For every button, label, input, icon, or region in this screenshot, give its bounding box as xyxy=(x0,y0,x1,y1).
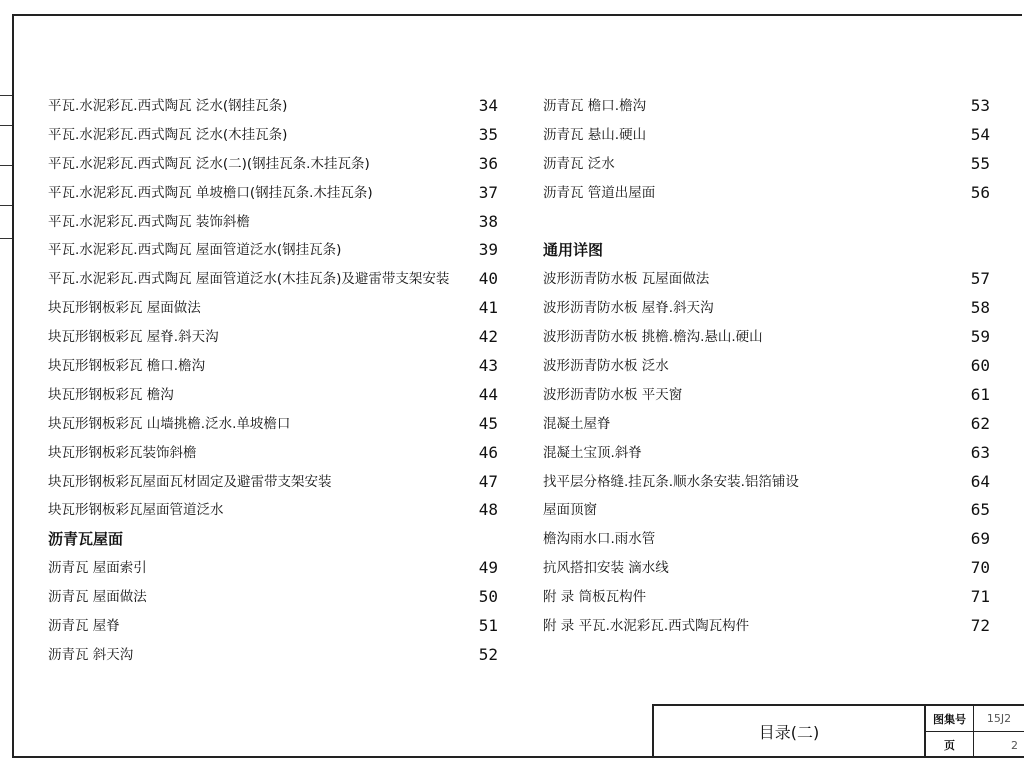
binding-margin-line xyxy=(0,95,12,96)
toc-entry xyxy=(543,381,990,410)
binding-margin-line xyxy=(0,165,12,166)
atlas-number-label: 图集号 xyxy=(926,706,974,732)
toc-entry-page: 37 xyxy=(478,182,498,202)
toc-entry-title: 块瓦形钢板彩瓦 檐口.檐沟 xyxy=(48,358,206,375)
toc-entry xyxy=(543,468,990,497)
toc-entry-title: 混凝土屋脊 xyxy=(543,415,611,432)
toc-entry xyxy=(48,641,498,670)
toc-entry-title: 沥青瓦 屋脊 xyxy=(48,618,120,635)
title-block-title: 目录(二) xyxy=(654,706,926,756)
toc-entry-page: 35 xyxy=(478,124,498,144)
toc-entry-page: 51 xyxy=(478,616,498,636)
toc-entry-page: 46 xyxy=(478,442,498,462)
toc-section-heading xyxy=(48,525,498,554)
page-number-value: 2 xyxy=(1011,738,1018,752)
toc-entry-title: 块瓦形钢板彩瓦 屋面做法 xyxy=(48,300,201,317)
toc-entry-title: 混凝土宝顶.斜脊 xyxy=(543,444,642,461)
toc-entry-page: 60 xyxy=(970,356,990,376)
toc-entry xyxy=(48,265,498,294)
atlas-number-value: 15J2 xyxy=(974,706,1024,732)
toc-entry xyxy=(543,121,990,150)
toc-entry-page: 70 xyxy=(970,558,990,578)
toc-entry-title: 块瓦形钢板彩瓦 山墙挑檐.泛水.单坡檐口 xyxy=(48,415,291,432)
toc-entry xyxy=(48,179,498,208)
toc-entry-page: 63 xyxy=(970,442,990,462)
binding-margin-line xyxy=(0,125,12,126)
toc-entry-title: 沥青瓦 屋面索引 xyxy=(48,560,147,577)
toc-entry xyxy=(48,150,498,179)
toc-entry xyxy=(543,208,990,237)
toc-entry xyxy=(543,352,990,381)
toc-entry-page: 56 xyxy=(970,182,990,202)
toc-entry xyxy=(48,236,498,265)
toc-entry-page: 40 xyxy=(478,269,498,289)
toc-entry-page: 54 xyxy=(970,124,990,144)
toc-entry-page: 64 xyxy=(970,471,990,491)
toc-entry-title: 屋面顶窗 xyxy=(543,502,597,519)
toc-entry-title: 沥青瓦 檐口.檐沟 xyxy=(543,98,647,114)
toc-entry xyxy=(543,265,990,294)
toc-entry xyxy=(543,439,990,468)
toc-entry-title: 檐沟雨水口.雨水管 xyxy=(543,531,656,548)
toc-entry xyxy=(543,525,990,554)
toc-entry xyxy=(543,583,990,612)
toc-entry-page: 36 xyxy=(478,153,498,173)
toc-entry-title: 找平层分格缝.挂瓦条.顺水条安装.铝箔铺设 xyxy=(543,473,799,490)
toc-entry-page: 44 xyxy=(478,384,498,404)
toc-entry xyxy=(48,439,498,468)
toc-entry-title: 沥青瓦 斜天沟 xyxy=(48,646,134,663)
toc-entry xyxy=(48,208,498,237)
toc-entry-page: 55 xyxy=(970,153,990,173)
toc-entry-title: 波形沥青防水板 屋脊.斜天沟 xyxy=(543,300,714,317)
toc-entry-page: 47 xyxy=(478,471,498,491)
toc-entry xyxy=(543,323,990,352)
toc-entry-page: 61 xyxy=(970,384,990,404)
toc-entry-title: 块瓦形钢板彩瓦 檐沟 xyxy=(48,386,174,403)
toc-entry xyxy=(48,496,498,525)
toc-entry-title: 平瓦.水泥彩瓦.西式陶瓦 屋面管道泛水(钢挂瓦条) xyxy=(48,242,342,259)
toc-entry-title: 平瓦.水泥彩瓦.西式陶瓦 单坡檐口(钢挂瓦条.木挂瓦条) xyxy=(48,184,373,201)
toc-entry-page: 45 xyxy=(478,413,498,433)
toc-entry-title: 沥青瓦屋面 xyxy=(48,530,124,549)
toc-entry-title: 块瓦形钢板彩瓦屋面瓦材固定及避雷带支架安装 xyxy=(48,473,332,490)
toc-entry xyxy=(543,410,990,439)
toc-entry-title: 块瓦形钢板彩瓦 屋脊.斜天沟 xyxy=(48,329,219,346)
toc-entry-page: 53 xyxy=(970,96,990,115)
frame-top-border xyxy=(12,14,1022,16)
toc-entry-page: 65 xyxy=(970,500,990,520)
toc-entry-title: 平瓦.水泥彩瓦.西式陶瓦 泛水(二)(钢挂瓦条.木挂瓦条) xyxy=(48,155,370,172)
toc-entry-page: 59 xyxy=(970,327,990,347)
toc-entry xyxy=(48,612,498,641)
toc-entry-title: 沥青瓦 屋面做法 xyxy=(48,589,147,606)
page-label: 页 xyxy=(926,732,974,758)
toc-entry-title: 附 录 筒板瓦构件 xyxy=(543,589,647,606)
toc-entry xyxy=(48,294,498,323)
toc-entry-page: 69 xyxy=(970,529,990,549)
toc-entry-page: 48 xyxy=(478,500,498,520)
toc-entry xyxy=(543,150,990,179)
toc-entry-title: 平瓦.水泥彩瓦.西式陶瓦 屋面管道泛水(木挂瓦条)及避雷带支架安装 xyxy=(48,271,450,288)
toc-entry-title: 平瓦.水泥彩瓦.西式陶瓦 泛水(木挂瓦条) xyxy=(48,126,288,143)
toc-entry-page: 34 xyxy=(478,96,498,115)
toc-entry xyxy=(543,554,990,583)
toc-entry xyxy=(48,554,498,583)
toc-entry-title: 沥青瓦 泛水 xyxy=(543,155,615,172)
toc-entry-page: 71 xyxy=(970,587,990,607)
toc-left-column xyxy=(48,92,498,670)
toc-entry-title: 块瓦形钢板彩瓦装饰斜檐 xyxy=(48,444,197,461)
binding-margin-line xyxy=(0,205,12,206)
toc-entry-page: 42 xyxy=(478,327,498,347)
title-block xyxy=(652,704,1024,758)
toc-entry-page: 50 xyxy=(478,587,498,607)
toc-entry-title: 抗风搭扣安装 滴水线 xyxy=(543,560,669,577)
toc-entry xyxy=(543,294,990,323)
toc-entry-page: 58 xyxy=(970,298,990,318)
toc-section-heading xyxy=(543,236,990,265)
toc-entry xyxy=(48,410,498,439)
toc-entry xyxy=(543,496,990,525)
toc-entry xyxy=(48,468,498,497)
toc-entry xyxy=(543,612,990,641)
toc-entry xyxy=(48,323,498,352)
toc-right-column xyxy=(543,92,990,641)
toc-entry xyxy=(543,92,990,121)
toc-entry xyxy=(48,381,498,410)
toc-entry-page: 39 xyxy=(478,240,498,260)
toc-entry-title: 通用详图 xyxy=(543,241,604,260)
toc-entry-page: 72 xyxy=(970,616,990,636)
toc-entry-page: 38 xyxy=(478,211,498,231)
toc-entry-title: 波形沥青防水板 平天窗 xyxy=(543,386,683,403)
toc-entry-title: 沥青瓦 悬山.硬山 xyxy=(543,126,647,143)
toc-entry xyxy=(48,583,498,612)
binding-margin-line xyxy=(0,238,12,239)
toc-entry-page: 43 xyxy=(478,356,498,376)
toc-entry xyxy=(48,121,498,150)
toc-entry-title: 附 录 平瓦.水泥彩瓦.西式陶瓦构件 xyxy=(543,618,750,635)
toc-entry-page: 41 xyxy=(478,298,498,318)
toc-entry-page: 57 xyxy=(970,269,990,289)
toc-entry-title: 块瓦形钢板彩瓦屋面管道泛水 xyxy=(48,502,224,519)
toc-entry-page: 52 xyxy=(478,644,498,664)
toc-entry-page: 62 xyxy=(970,413,990,433)
toc-entry-title: 平瓦.水泥彩瓦.西式陶瓦 泛水(钢挂瓦条) xyxy=(48,98,288,114)
toc-entry xyxy=(48,92,498,121)
toc-entry xyxy=(48,352,498,381)
frame-left-border xyxy=(12,14,14,758)
toc-entry-title: 波形沥青防水板 瓦屋面做法 xyxy=(543,271,710,288)
toc-entry-title: 平瓦.水泥彩瓦.西式陶瓦 装饰斜檐 xyxy=(48,213,250,230)
toc-entry-page: 49 xyxy=(478,558,498,578)
toc-entry-title: 波形沥青防水板 泛水 xyxy=(543,358,669,375)
toc-entry-title: 沥青瓦 管道出屋面 xyxy=(543,184,656,201)
toc-entry-title: 波形沥青防水板 挑檐.檐沟.悬山.硬山 xyxy=(543,329,763,346)
toc-entry xyxy=(543,179,990,208)
